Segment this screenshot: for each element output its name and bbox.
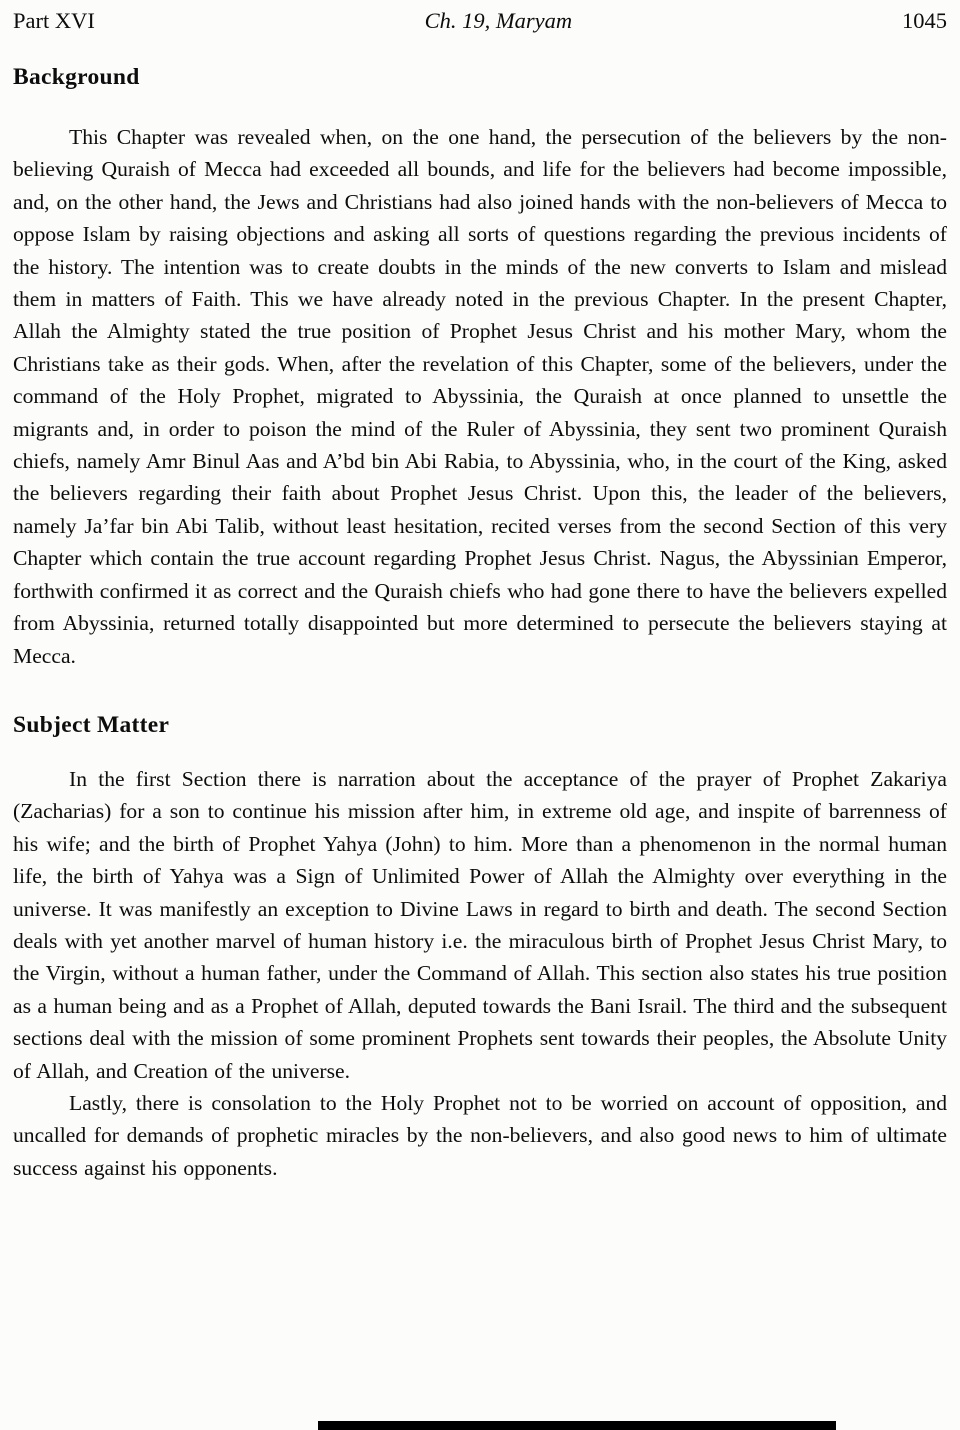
page-header <box>13 8 947 34</box>
section-heading-subject-matter: Subject Matter <box>13 711 170 738</box>
paragraph-subject-matter-2: Lastly, there is consolation to the Holy Prophet not to be worried on account of opposition, and uncalled for demands of prophetic miracles by the non-believers, and also good news to him of ultimate success against his opponents. <box>13 1090 947 1180</box>
part-label: Part XVI <box>13 8 95 33</box>
paragraph-subject-matter-1: In the first Section there is narration about the acceptance of the prayer of Prophet Zakariya (Zacharias) for a son to continue his mission after him, in extreme old age, and inspite of barrenness of his wife; and the birth of Prophet Yahya (John) to him. More than a phenomenon in the normal human life, the birth of Yahya was a Sign of Unlimited Power of Allah the Almighty over everything in the universe. It was manifestly an exception to Divine Laws in regard to birth and death. The second Section deals with yet another marvel of human history i.e. the miraculous birth of Prophet Jesus Christ Mary, to the Virgin, without a human father, under the Command of Allah. This section also states his true position as a human being and as a Prophet of Allah, deputed towards the Bani Israil. The third and the subsequent sections deal with the mission of some prominent Prophets sent towards their peoples, the Absolute Unity of Allah, and Creation of the universe. <box>13 766 947 1083</box>
section-heading-background: Background <box>13 64 140 90</box>
page-number: 1045 <box>901 8 947 33</box>
paragraph-background: This Chapter was revealed when, on the one hand, the persecution of the believers by the non-believing Quraish of Mecca had exceeded all bounds, and life for the believers had become impossible, and, on the other hand, the Jews and Christians had also joined hands with the non-believers of Mecca to oppose Islam by raising objections and asking all sorts of questions regarding the previous incidents of the history. The intention was to create doubts in the minds of the new converts to Islam and mislead them in matters of Faith. This we have already noted in the previous Chapter. In the present Chapter, Allah the Almighty stated the true position of Prophet Jesus Christ and his mother Mary, whom the Christians take as their gods. When, after the revelation of this Chapter, some of the believers, under the command of the Holy Prophet, migrated to Abyssinia, the Quraish at once planned to unsettle the migrants and, in order to poison the mind of the Ruler of Abyssinia, they sent two prominent Quraish chiefs, namely Amr Binul Aas and A’bd bin Abi Rabia, to Abyssinia, who, in the court of the King, asked the believers regarding their faith about Prophet Jesus Christ. Upon this, the leader of the believers, namely Ja’far bin Abi Talib, without least hesitation, recited verses from the second Section of this very Chapter which contain the true account regarding Prophet Jesus Christ. Nagus, the Abyssinian Emperor, forthwith confirmed it as correct and the Quraish chiefs who had gone there to have the believers expelled from Abyssinia, returned totally disappointed but more determined to persecute the believers staying at Mecca. <box>13 125 947 668</box>
scan-artifact-bar <box>318 1421 836 1430</box>
chapter-title: Ch. 19, Maryam <box>424 8 573 33</box>
